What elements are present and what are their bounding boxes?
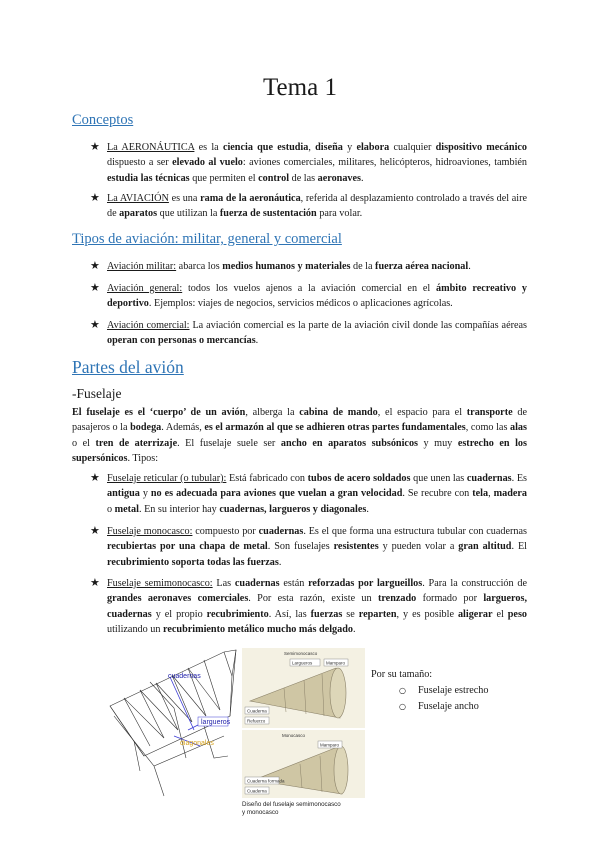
star-bullet-icon: ★ (90, 192, 100, 204)
label-largueros: largueros (201, 719, 231, 726)
circle-bullet-icon: ○ (399, 686, 406, 695)
star-bullet-icon: ★ (90, 472, 100, 484)
bullet-aviacion-general: ★ Aviación general: todos los vuelos ajenos a la aviación comercial en el ámbito recreativo y deportivo. Ejemplos: viajes de negocios, servicios médicos o aplicaciones agrícolas. (90, 282, 527, 310)
label-diagonales: diagonales (180, 740, 214, 747)
star-bullet-icon: ★ (90, 282, 100, 294)
tamano-item-label: Fuselaje ancho (418, 701, 479, 712)
figure-caption-1: Diseño del fuselaje semimonocasco (242, 801, 341, 808)
tamano-item-label: Fuselaje estrecho (418, 685, 489, 696)
tamano-list (371, 667, 488, 715)
bullet-aviacion-comercial: ★ Aviación comercial: La aviación comercial es la parte de la aviación civil donde las compañías aéreas operan con personas o mercancías. (90, 319, 527, 347)
mono-title: Monocasco (282, 733, 306, 738)
bullet-aeronautica: ★ La AERONÁUTICA es la ciencia que estudia, diseña y elabora cualquier dispositivo mecánico dispuesto a ser elevado al vuelo: aviones comerciales, militares, helicópteros, hidroaviones, también estudia las técnicas que permiten el control de las aeronaves. (90, 141, 528, 184)
tamano-heading: Por su tamaño: (371, 669, 433, 680)
circle-bullet-icon: ○ (399, 702, 406, 711)
heading-conceptos: Conceptos (72, 112, 134, 128)
bullet-aviacion-militar: ★ Aviación militar: abarca los medios humanos y materiales de la fuerza aérea nacional. (90, 259, 527, 274)
heading-partes-avion: Partes del avión (72, 357, 184, 377)
bullet-fuselaje-reticular: ★ Fuselaje reticular (o tubular): Está fabricado con tubos de acero soldados que unen las cuadernas. Es antigua y no es adecuada para aviones que vuelan a gran velocidad. Se recubre con tela, madera o metal. En su interior hay cuadernas, largueros y diagonales. (90, 472, 528, 515)
list-item (371, 683, 488, 699)
bullet-fuselaje-monocasco: ★ Fuselaje monocasco: compuesto por cuadernas. Es el que forma una estructura tubular con cuadernas recubiertas por una chapa de metal. Son fuselajes resistentes y pueden volar a gran altitud. El recubrimiento soporta todas las fuerzas. (90, 525, 528, 568)
page-title: Tema 1 (263, 74, 337, 101)
fuselage-diagram (104, 646, 366, 818)
star-bullet-icon: ★ (90, 525, 100, 537)
list-item (371, 699, 488, 715)
star-bullet-icon: ★ (90, 260, 100, 272)
tamano-items (371, 683, 488, 715)
paragraph-fuselaje-intro: El fuselaje es el ‘cuerpo’ de un avión, alberga la cabina de mando, el espacio para el transporte de pasajeros o la bodega. Además, es el armazón al que se adhieren otras partes fundamentales, como las alas o el tren de aterrizaje. El fuselaje suele ser ancho en aparatos subsónicos y muy estrecho en los supersónicos. Tipos: (72, 407, 527, 464)
label-cuadernas: cuadernas (168, 673, 201, 680)
monocasco-drawing (242, 730, 365, 798)
star-bullet-icon: ★ (90, 319, 100, 331)
lbl-mamparo: Mamparo (326, 660, 346, 666)
lbl-refuerzo: Refuerzo (247, 718, 266, 724)
bullet-aviacion: ★ La AVIACIÓN es una rama de la aeronáutica, referida al desplazamiento controlado a través del aire de aparatos que utilizan la fuerza de sustentación para volar. (90, 192, 527, 220)
bullet-fuselaje-semimonocasco: ★ Fuselaje semimonocasco: Las cuadernas están reforzadas por largueillos. Para la construcción de grandes aeronaves comerciales. Por esta razón, existe un trenzado formado por largueros, cuadernas y el propio recubrimiento. Así, las fuerzas se reparten, y es posible aligerar el peso utilizando un recubrimiento metálico mucho más delgado. (90, 577, 528, 635)
star-bullet-icon: ★ (90, 577, 100, 589)
semimonocasco-drawing (242, 648, 365, 728)
lbl-cuaderna-formada: Cuaderna formada (247, 778, 285, 784)
fuselage-figure (104, 646, 366, 818)
lbl-cuaderna-2: Cuaderna (247, 788, 267, 794)
figure-caption-2: y monocasco (242, 809, 279, 816)
lbl-cuaderna: Cuaderna (247, 708, 267, 714)
heading-fuselaje: -Fuselaje (72, 386, 122, 401)
star-bullet-icon: ★ (90, 141, 100, 153)
heading-tipos-aviacion: Tipos de aviación: militar, general y comercial (72, 231, 342, 247)
lbl-mamparo-2: Mamparo (320, 742, 340, 748)
semi-title: Semimonocasco (284, 651, 318, 656)
lbl-largueros: Largueros (292, 660, 313, 666)
